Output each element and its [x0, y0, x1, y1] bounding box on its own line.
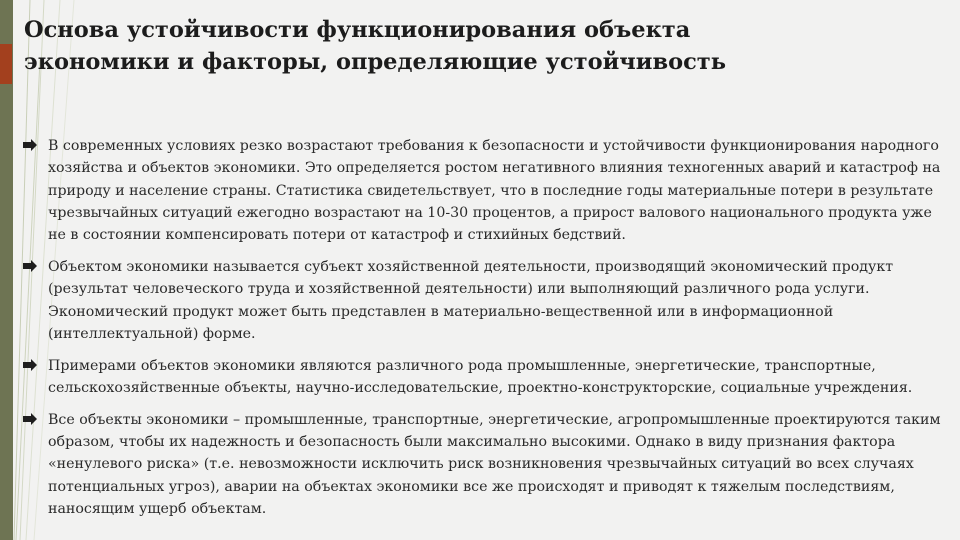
bullet-text: Все объекты экономики – промышленные, транспортные, энергетические, агропромышленные проектируются таким образом, чтобы их надежность и безопасность были максимально высокими. Однако в виду признания фактора «ненулевого риска» (т.е. невозможности исключить риск возникновения чрезвычайных ситуаций во всех случаях потенциальных угроз), аварии на объектах экономики все же происходят и приводят к тяжелым последствиям, наносящим ущерб объектам.	[48, 411, 941, 517]
bullet-item	[48, 409, 948, 520]
bullet-item	[48, 355, 948, 400]
bullet-text: Объектом экономики называется субъект хозяйственной деятельности, производящий экономический продукт (результат человеческого труда и хозяйственной деятельности) или выполняющий различного рода услуги. Экономический продукт может быть представлен в материально-вещественной или в информационной (интеллектуальной) форме.	[48, 258, 894, 342]
bullet-text: Примерами объектов экономики являются различного рода промышленные, энергетические, транспортные, сельскохозяйственные объекты, научно-исследовательские, проектно-конструкторские, социальные учреждения.	[48, 357, 913, 396]
bullet-text: В современных условиях резко возрастают требования к безопасности и устойчивости функционирования народного хозяйства и объектов экономики. Это определяется ростом негативного влияния техногенных аварий и катастроф на природу и население страны. Статистика свидетельствует, что в последние годы материальные потери в результате чрезвычайных ситуаций ежегодно возрастают на 10-30 процентов, а прирост валового национального продукта уже не в состоянии компенсировать потери от катастроф и стихийных бедствий.	[48, 138, 941, 244]
bullet-item	[48, 256, 948, 345]
arrow-right-icon	[23, 413, 37, 425]
title-line-2: экономики и факторы, определяющие устойчивость	[24, 49, 727, 75]
arrow-right-icon	[23, 359, 37, 371]
title-line-1: Основа устойчивости функционирования объекта	[24, 17, 691, 43]
bullet-list	[48, 135, 948, 530]
arrow-right-icon	[23, 260, 37, 272]
bullet-item	[48, 135, 948, 246]
title-accent-bar	[0, 44, 12, 84]
slide-title	[24, 14, 924, 78]
arrow-right-icon	[23, 139, 37, 151]
